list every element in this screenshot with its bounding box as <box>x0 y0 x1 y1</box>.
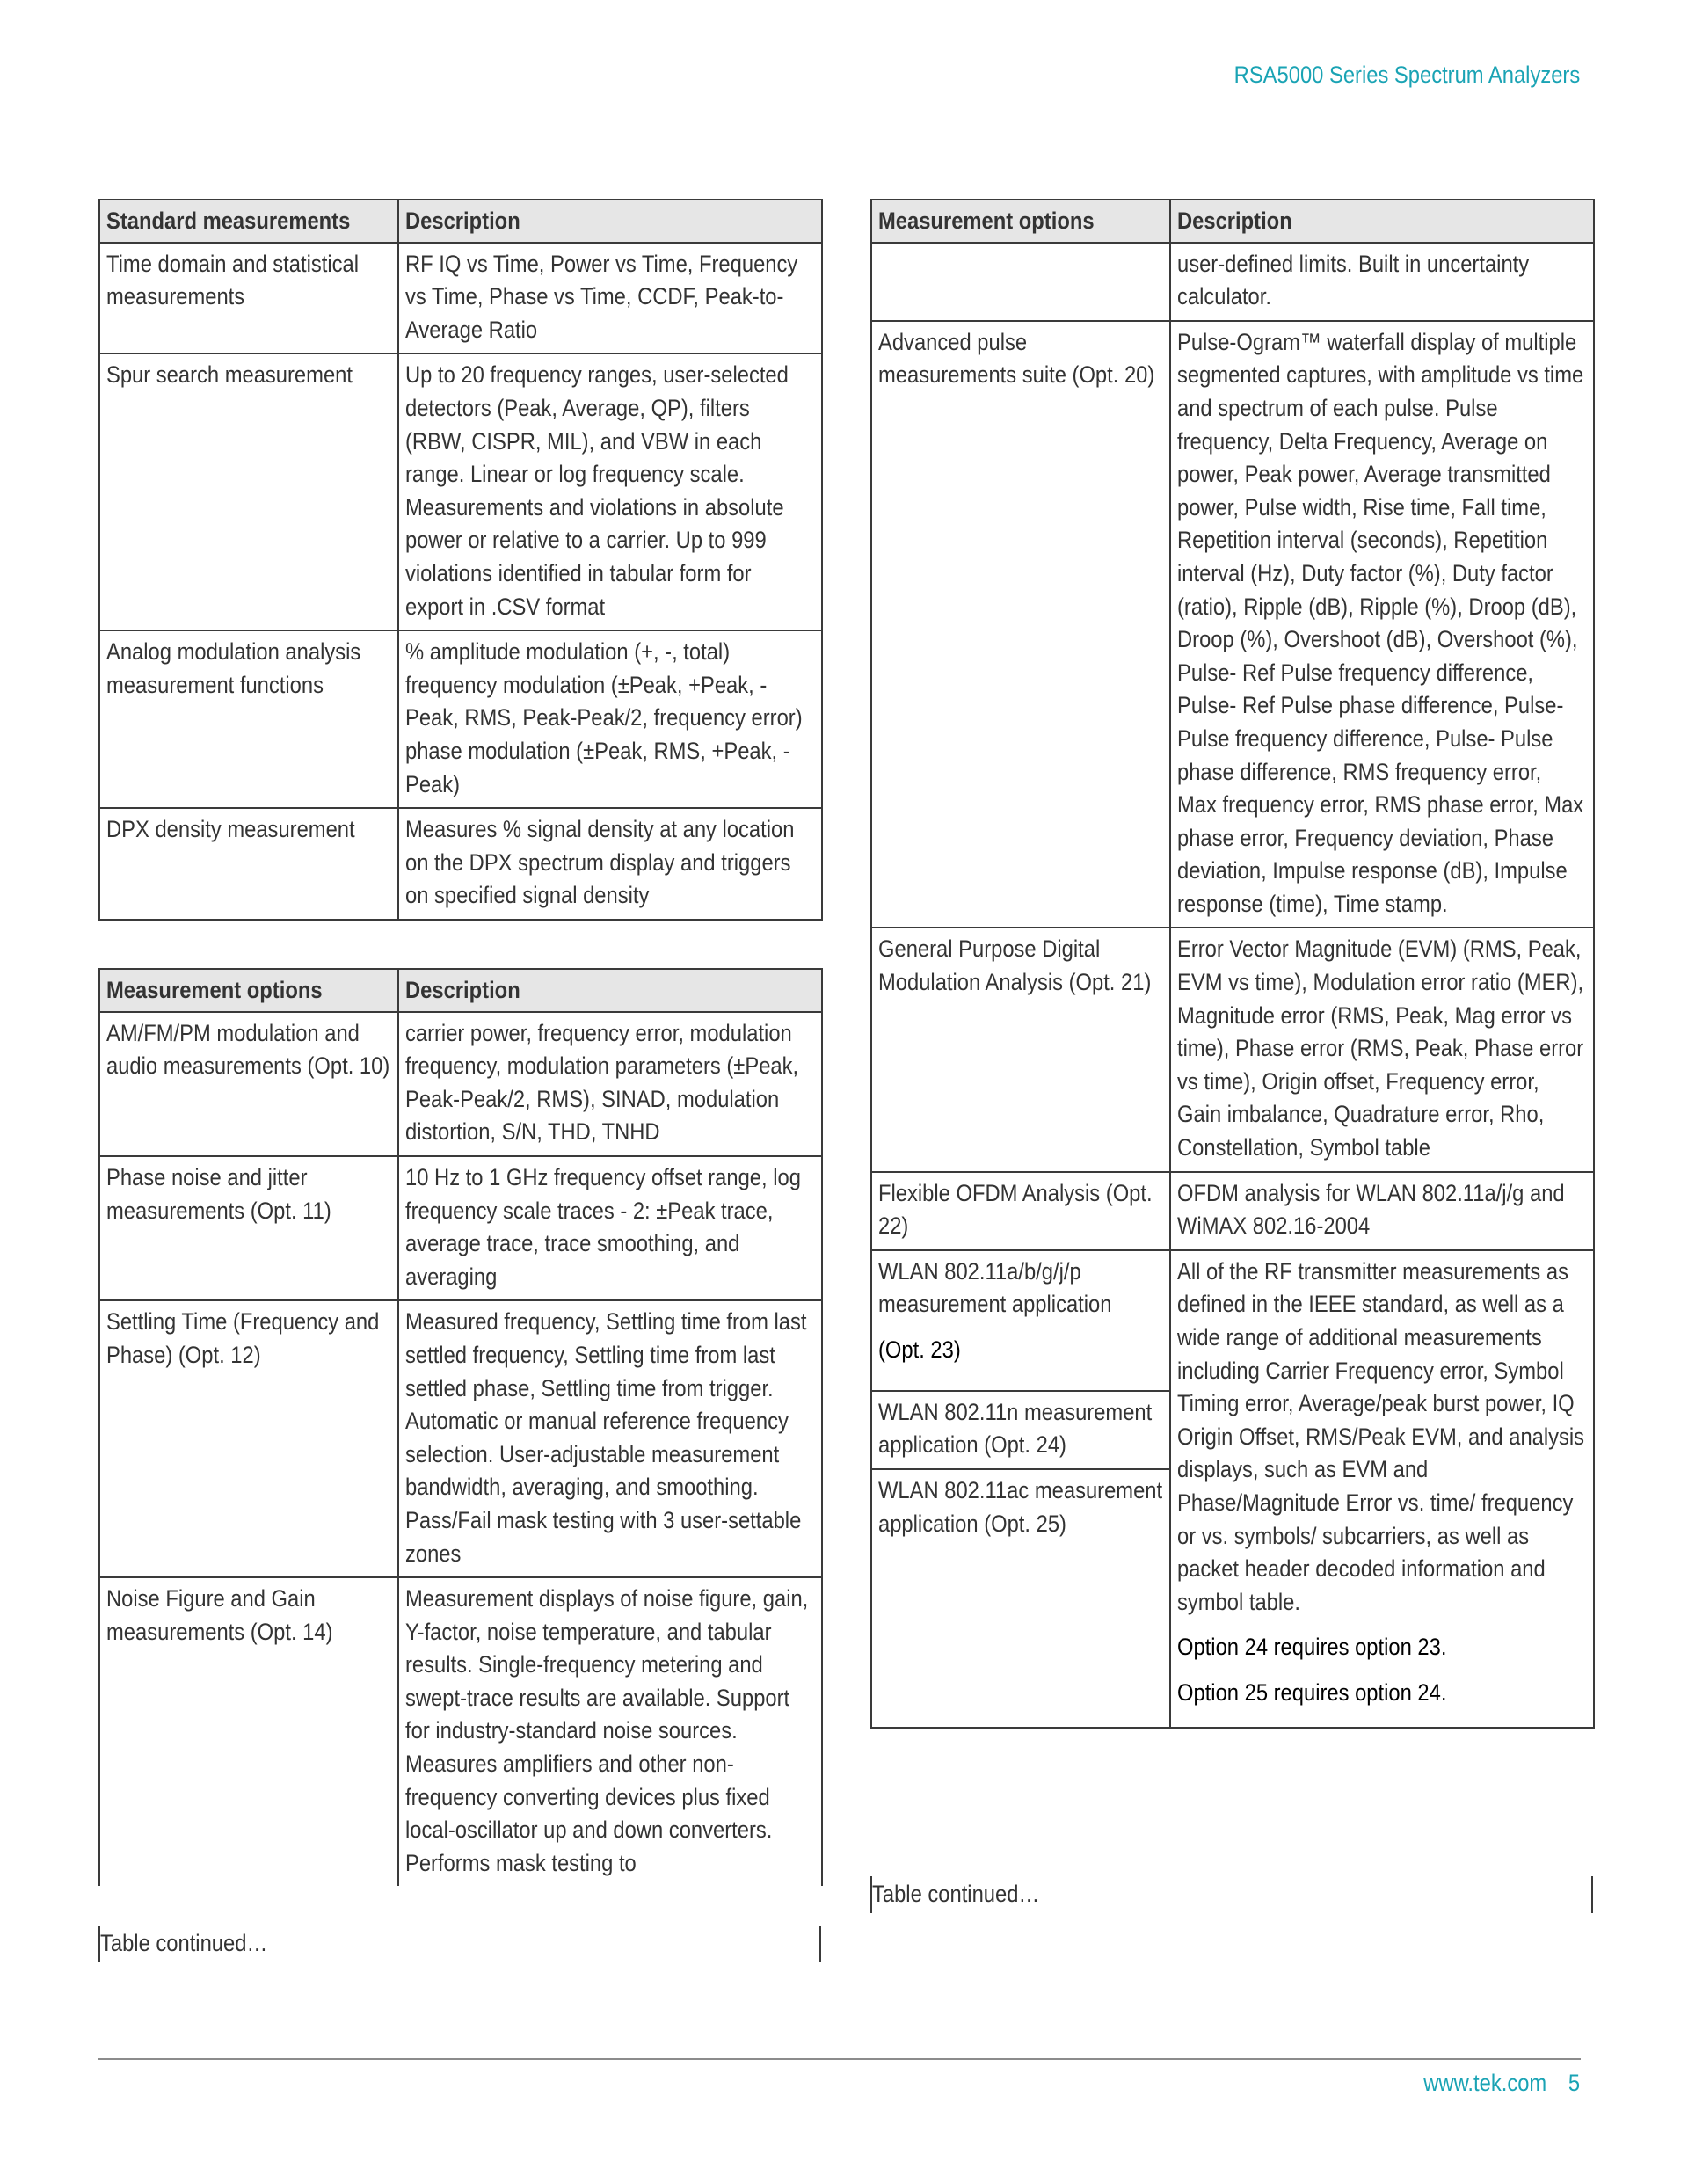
measurement-description: Measures % signal density at any location on the DPX spectrum display and triggers on specified signal density <box>398 808 822 920</box>
column-header-measurement-options: Measurement options <box>99 969 398 1012</box>
table-row <box>871 1250 1594 1391</box>
column-header-description: Description <box>398 200 822 243</box>
column-header-standard-measurements: Standard measurements <box>99 200 398 243</box>
table-row <box>99 1577 822 1886</box>
option-description: Pulse-Ogram™ waterfall display of multiple segmented captures, with amplitude vs time and spectrum of each pulse. Pulse frequency, Delta Frequency, Average on power, Peak power, Average transmitted power, Pulse width, Rise time, Fall time, Repetition interval (seconds), Repetition interval (Hz), Duty factor (%), Duty factor (ratio), Ripple (dB), Ripple (%), Droop (dB), Droop (%), Overshoot (dB), Overshoot (%), Pulse- Ref Pulse frequency difference, Pulse- Ref Pulse phase difference, Pulse- Pulse frequency difference, Pulse- Pulse phase difference, RMS frequency error, Max frequency error, RMS phase error, Max phase error, Frequency deviation, Phase deviation, Impulse response (dB), Impulse response (time), Time stamp. <box>1170 321 1594 928</box>
option-name-opt23: WLAN 802.11a/b/g/j/p measurement application (Opt. 23) <box>871 1250 1170 1391</box>
footer-divider <box>98 2058 1581 2060</box>
table-continued-note: Table continued… <box>100 1930 268 1956</box>
option-description: OFDM analysis for WLAN 802.11a/j/g and WiMAX 802.16-2004 <box>1170 1172 1594 1250</box>
table-continuation-line <box>1591 1876 1593 1913</box>
option-name: Flexible OFDM Analysis (Opt. 22) <box>871 1172 1170 1250</box>
option-name: Advanced pulse measurements suite (Opt. 20) <box>871 321 1170 928</box>
measurement-options-table-left <box>98 968 823 1886</box>
table-row <box>871 928 1594 1171</box>
measurement-description: % amplitude modulation (+, -, total) frequency modulation (±Peak, +Peak, -Peak, RMS, Peak-Peak/2, frequency error) phase modulation (±Peak, RMS, +Peak, -Peak) <box>398 630 822 808</box>
option-description: carrier power, frequency error, modulation frequency, modulation parameters (±Peak, Peak-Peak/2, RMS), SINAD, modulation distortion, S/N, THD, TNHD <box>398 1012 822 1156</box>
measurement-options-table-right <box>870 199 1595 1729</box>
table-row <box>99 243 822 354</box>
table-continued-note: Table continued… <box>872 1881 1040 1907</box>
table-header-row <box>99 969 822 1012</box>
table-row <box>99 630 822 808</box>
table-row <box>871 1172 1594 1250</box>
option-description: user-defined limits. Built in uncertainty calculator. <box>1170 243 1594 321</box>
table-row <box>99 1300 822 1577</box>
option-description: Error Vector Magnitude (EVM) (RMS, Peak, EVM vs time), Modulation error ratio (MER), Magnitude error (RMS, Peak, Mag error vs time), Phase error (RMS, Peak, Phase error vs time), Origin offset, Frequency error, Gain imbalance, Quadrature error, Rho, Constellation, Symbol table <box>1170 928 1594 1171</box>
table-row <box>99 1012 822 1156</box>
footer-url-link[interactable]: www.tek.com <box>1423 2070 1547 2096</box>
option-name-opt24: WLAN 802.11n measurement application (Opt. 24) <box>871 1391 1170 1469</box>
option-name: AM/FM/PM modulation and audio measurements (Opt. 10) <box>99 1012 398 1156</box>
option-name: Noise Figure and Gain measurements (Opt. 14) <box>99 1577 398 1886</box>
option-name: Phase noise and jitter measurements (Opt. 11) <box>99 1156 398 1300</box>
option-name <box>871 243 1170 321</box>
table-header-row <box>871 200 1594 243</box>
table-row <box>99 353 822 630</box>
measurement-name: Analog modulation analysis measurement functions <box>99 630 398 808</box>
table-row <box>99 808 822 920</box>
option-description: 10 Hz to 1 GHz frequency offset range, log frequency scale traces - 2: ±Peak trace, average trace, trace smoothing, and averaging <box>398 1156 822 1300</box>
option-description: Measured frequency, Settling time from last settled frequency, Settling time from last settled phase, Settling time from trigger. Automatic or manual reference frequency selection. User-adjustable measurement bandwidth, averaging, and smoothing. Pass/Fail mask testing with 3 user-settable zones <box>398 1300 822 1577</box>
page-number: 5 <box>1568 2070 1580 2096</box>
option-description: Measurement displays of noise figure, gain, Y-factor, noise temperature, and tabular results. Single-frequency metering and swept-trace results are available. Support for industry-standard noise sources. Measures amplifiers and other non-frequency converting devices plus fixed local-oscillator up and down converters. Performs mask testing to <box>398 1577 822 1886</box>
document-header-title: RSA5000 Series Spectrum Analyzers <box>1233 62 1580 88</box>
measurement-name: Time domain and statistical measurements <box>99 243 398 354</box>
option-name-opt25: WLAN 802.11ac measurement application (Opt. 25) <box>871 1469 1170 1728</box>
measurement-description: Up to 20 frequency ranges, user-selected detectors (Peak, Average, QP), filters (RBW, CISPR, MIL), and VBW in each range. Linear or log frequency scale. Measurements and violations in absolute power or relative to a carrier. Up to 999 violations identified in tabular form for export in .CSV format <box>398 353 822 630</box>
option-name: General Purpose Digital Modulation Analysis (Opt. 21) <box>871 928 1170 1171</box>
standard-measurements-table <box>98 199 823 921</box>
table-row <box>871 243 1594 321</box>
option-name: Settling Time (Frequency and Phase) (Opt. 12) <box>99 1300 398 1577</box>
column-header-measurement-options: Measurement options <box>871 200 1170 243</box>
measurement-name: Spur search measurement <box>99 353 398 630</box>
wlan-option-description: All of the RF transmitter measurements as defined in the IEEE standard, as well as a wide range of additional measurements including Carrier Frequency error, Symbol Timing error, Average/peak burst power, IQ Origin Offset, RMS/Peak EVM, and analysis displays, such as EVM and Phase/Magnitude Error vs. time/ frequency or vs. symbols/ subcarriers, as well as packet header decoded information and symbol table. Option 24 requires option 23. Option 25 requires option 24. <box>1170 1250 1594 1728</box>
column-header-description: Description <box>1170 200 1594 243</box>
column-header-description: Description <box>398 969 822 1012</box>
table-row <box>871 321 1594 928</box>
table-continuation-line <box>819 1926 821 1962</box>
page-footer <box>1423 2070 1580 2097</box>
table-row <box>99 1156 822 1300</box>
table-header-row <box>99 200 822 243</box>
measurement-name: DPX density measurement <box>99 808 398 920</box>
measurement-description: RF IQ vs Time, Power vs Time, Frequency vs Time, Phase vs Time, CCDF, Peak-to-Average Ratio <box>398 243 822 354</box>
